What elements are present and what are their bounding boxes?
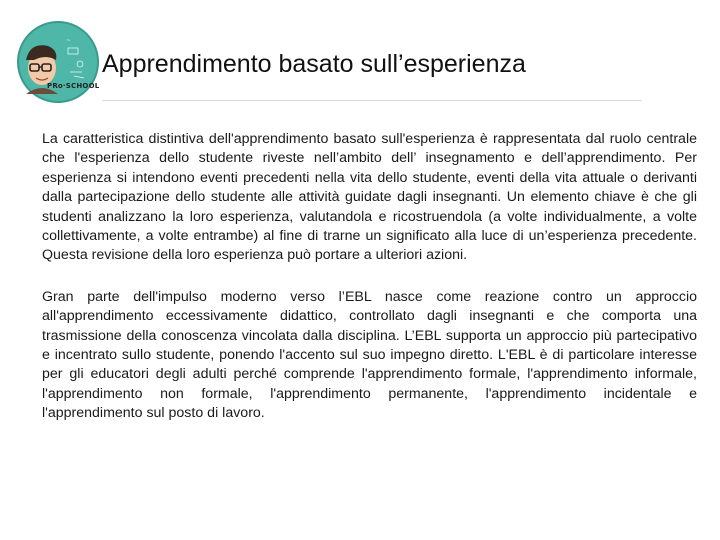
svg-text:~: ~ xyxy=(66,37,72,44)
main-content xyxy=(42,130,697,446)
school-logo-graphic xyxy=(16,20,100,104)
page-title: Apprendimento basato sull’esperienza xyxy=(102,50,526,78)
title-divider xyxy=(102,100,642,101)
school-logo-icon xyxy=(16,20,100,104)
paragraph-1: La caratteristica distintiva dell'apprendimento basato sull'esperienza è rappresentata dal ruolo centrale che l'esperienza dello studente riveste nell’ambito dell’ insegnamento e dell’apprendimento. Per esperienza si intendono eventi precedenti nella vita dello studente, eventi della vita attuale o derivanti dalla partecipazione dello studente alle attività guidate dagli insegnanti. Un elemento chiave è che gli studenti analizzano la loro esperienza, valutandola e ricostruendola (a volte individualmente, a volte collettivamente, a volte entrambe) al fine di trarne un significato alla luce di un’esperienza precedente. Questa revisione della loro esperienza può portare a ulteriori azioni. xyxy=(42,131,697,264)
paragraph-2: Gran parte dell'impulso moderno verso l’EBL nasce come reazione contro un approccio all'apprendimento eccessivamente didattico, controllato dagli insegnanti e che comporta una trasmissione della conoscenza vincolata dalla disciplina. L’EBL supporta un approccio più partecipativo e incentrato sullo studente, ponendo l'accento sul suo impegno diretto. L'EBL è di particolare interesse per gli educatori degli adulti perché comprende l'apprendimento formale, l'apprendimento informale, l'apprendimento non formale, l'apprendimento permanente, l'apprendimento incidentale e l'apprendimento sul posto di lavoro. xyxy=(42,288,697,422)
logo-text: PRo·SCHOOL xyxy=(47,82,100,90)
